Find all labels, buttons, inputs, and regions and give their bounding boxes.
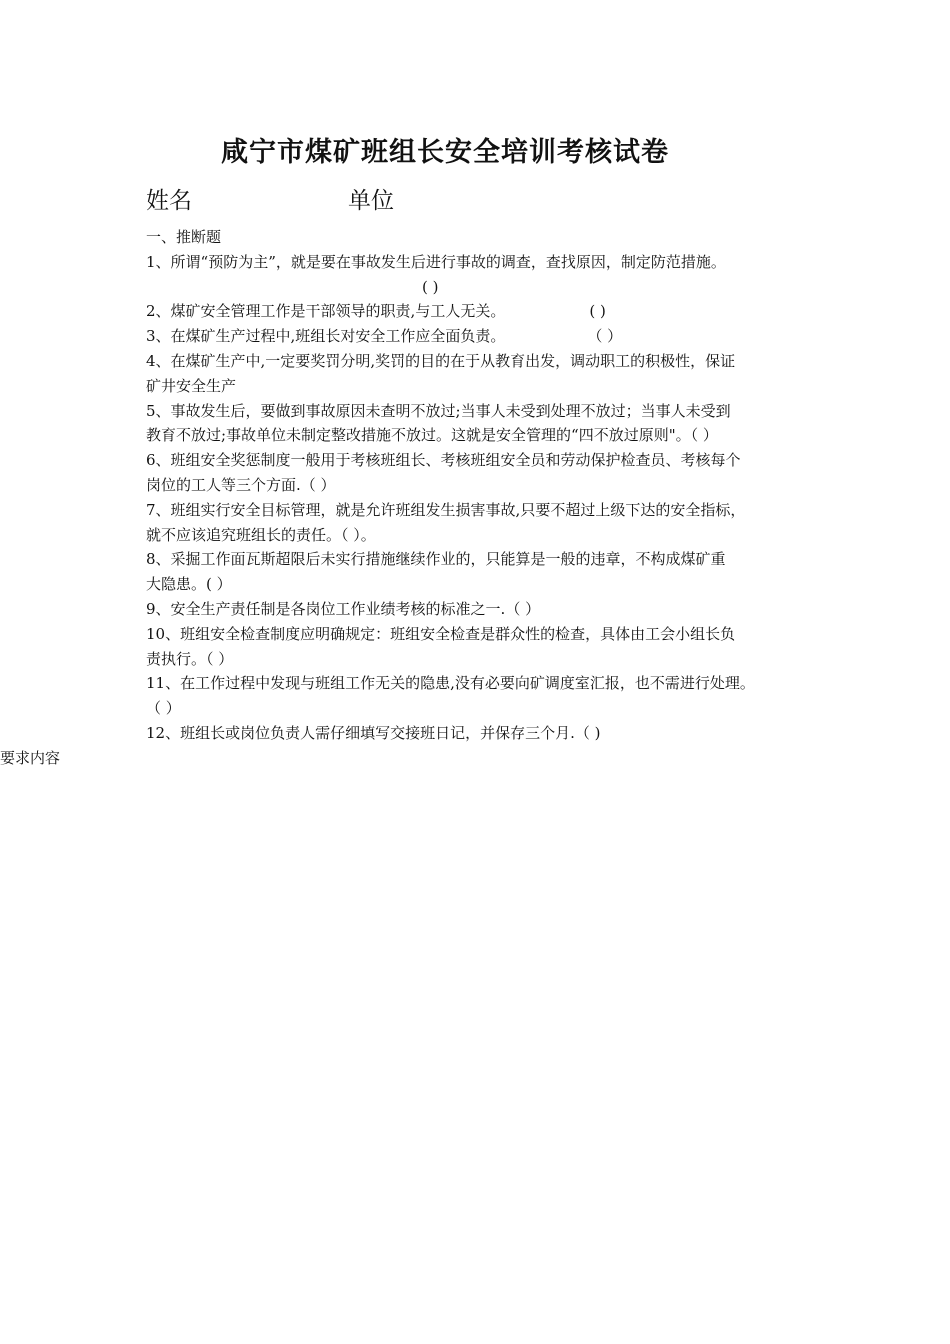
question-11-line-2: （ ）: [146, 699, 181, 718]
question-11-line-1: 11、在工作过程中发现与班组工作无关的隐患,没有必要向矿调度室汇报，也不需进行处理。: [146, 674, 755, 693]
unit-field-label: 单位: [348, 188, 394, 214]
question-3-text: 3、在煤矿生产过程中,班组长对安全工作应全面负责。: [146, 327, 506, 346]
page-title: 咸宁市煤矿班组长安全培训考核试卷: [221, 137, 669, 168]
question-8-line-1: 8、采掘工作面瓦斯超限后未实行措施继续作业的，只能算是一般的违章，不构成煤矿重: [146, 550, 726, 569]
question-3: [146, 324, 814, 349]
question-9: 9、安全生产责任制是各岗位工作业绩考核的标准之一.（ ）: [146, 599, 541, 618]
question-7-line-1: 7、班组实行安全目标管理，就是允许班组发生损害事故,只要不超过上级下达的安全指标，: [146, 500, 746, 519]
question-8-line-2: 大隐患。( ）: [146, 575, 232, 594]
question-10-line-2: 责执行。（ ）: [146, 649, 234, 668]
question-4-line-1: 4、在煤矿生产中,一定要奖罚分明,奖罚的目的在于从教育出发，调动职工的积极性，保证: [146, 351, 736, 370]
question-12: 12、班组长或岗位负责人需仔细填写交接班日记，并保存三个月.（ ): [146, 723, 601, 742]
question-6-line-2: 岗位的工人等三个方面.（ ）: [146, 475, 336, 494]
question-5-line-1: 5、事故发生后，要做到事故原因未查明不放过;当事人未受到处理不放过；当事人未受到: [146, 401, 731, 420]
question-6-line-1: 6、班组安全奖惩制度一般用于考核班组长、考核班组安全员和劳动保护检查员、考核每个: [146, 451, 741, 470]
question-5-line-2: 教育不放过;事故单位未制定整改措施不放过。这就是安全管理的“四不放过原则"。（ ）: [146, 426, 718, 445]
question-2-answer-bracket: ( ): [589, 302, 606, 321]
edge-text: 要求内容: [0, 749, 61, 767]
question-1-answer-bracket: ( ): [422, 277, 439, 296]
question-10-line-1: 10、班组安全检查制度应明确规定：班组安全检查是群众性的检查，具体由工会小组长负: [146, 624, 736, 643]
section-heading: 一、推断题: [146, 228, 222, 246]
question-list: [146, 225, 814, 746]
question-7-line-2: 就不应该追究班组长的责任。（ ）。: [146, 525, 376, 544]
question-3-answer-bracket: （ ）: [587, 327, 623, 346]
name-field-label: 姓名: [146, 188, 192, 214]
question-1-line-1: 1、所谓“预防为主”，就是要在事故发生后进行事故的调查，查找原因，制定防范措施。: [146, 252, 726, 271]
question-4-line-2: 矿井安全生产: [146, 376, 237, 395]
question-2-text: 2、煤矿安全管理工作是干部领导的职责,与工人无关。: [146, 302, 506, 321]
question-2: [146, 299, 814, 324]
